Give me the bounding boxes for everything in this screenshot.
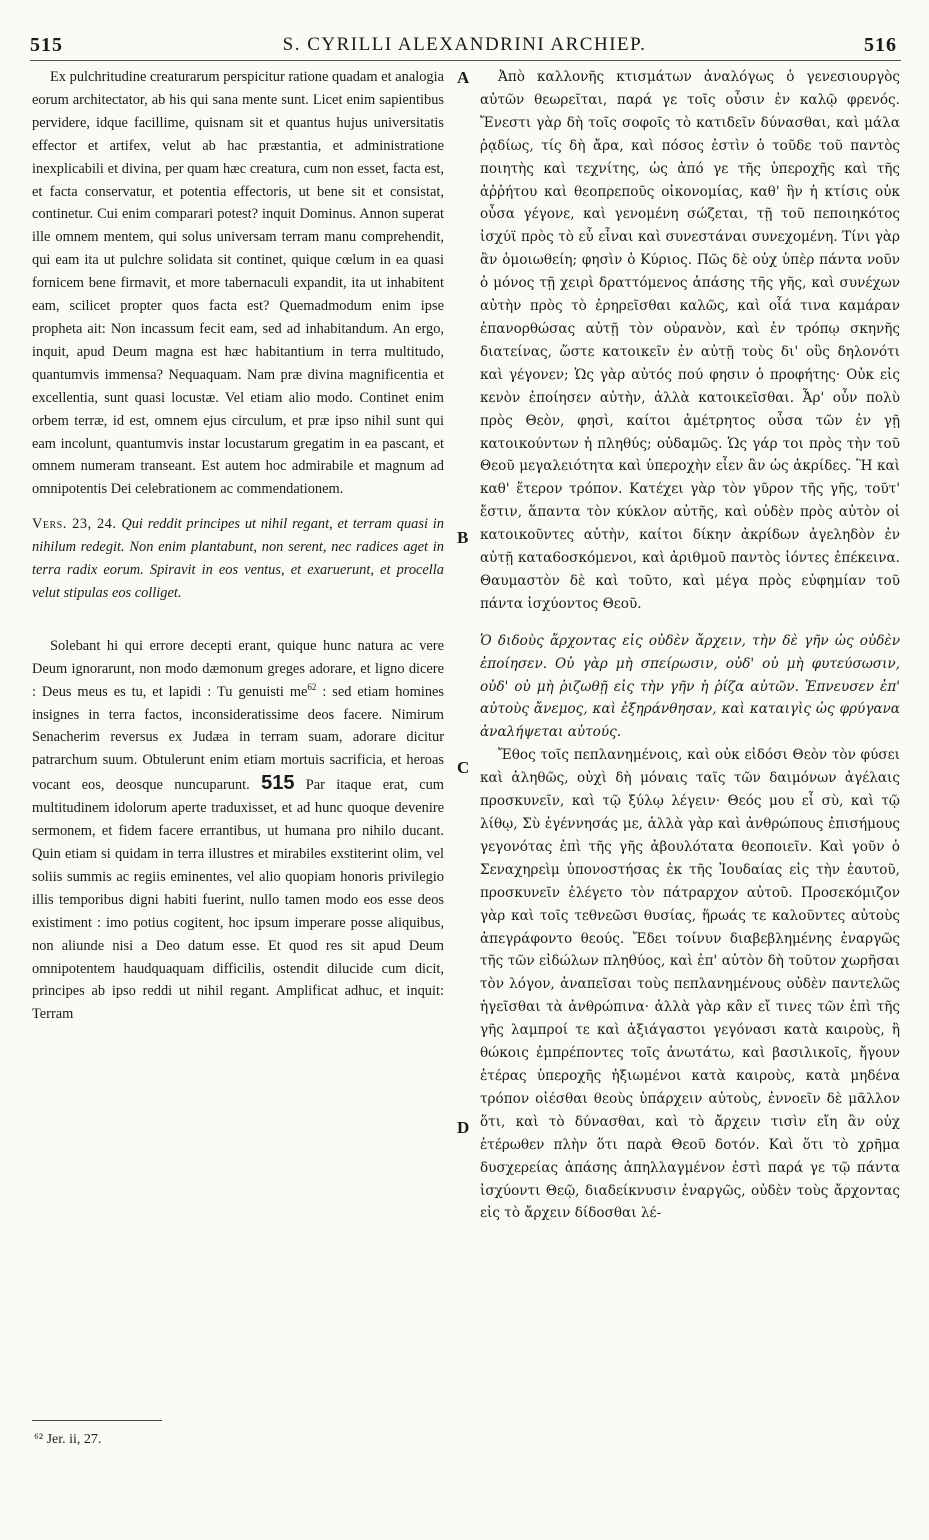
margin-letter-a: A <box>457 68 470 87</box>
latin-text: Par itaque erat, cum multitudinem idolorum aperte traduxisset, et ad hunc quoque devenire sermonem, et fidem facere errantibus, ut humana pro nihilo ducant. Quin etiam si quidam in terra illustres et mirabiles exstiterint olim, vel soliis summis ac regiis eminentes, vel alio quopiam honoris privilegio illis temporibus digni habiti fuerint, nullo tamen modo eos esse deos existiment : imo potius cogitent, hoc ipsum imperare posse aliquibus, non aliunde nisi a Deo datum esse. Et quod res sit apud Deum omnipotentem haudquaquam difficilis, ostendit dilucide cum dicit, principes ab ipso reddi ut nihil regant. Amplificat adhuc, et inquit: Terram <box>32 777 444 1023</box>
running-title: S. CYRILLI ALEXANDRINI ARCHIEP. <box>282 34 647 55</box>
greek-verse: Ὁ διδοὺς ἄρχοντας εἰς οὐδὲν ἄρχειν, τὴν δὲ γῆν ὡς οὐδὲν ἐποίησεν. Οὐ γὰρ μὴ σπείρωσιν, οὐδ' οὐ μὴ φυτεύσωσιν, οὐδ' οὐ μὴ ῥιζωθῇ εἰς τὴν γῆν ἡ ῥίζα αὐτῶν. Ἐπνευσεν ἐπ' αὐτοὺς ἄνεμος, καὶ ἐξηράνθησαν, καὶ καταιγὶς ὡς φρύγανα ἀναλήψεται αὐτούς. <box>480 632 900 741</box>
latin-paragraph-2 <box>32 635 444 1026</box>
footnote-ref: 62 <box>307 681 317 692</box>
footnote: ⁶² Jer. ii, 27. <box>34 1432 102 1447</box>
right-page-number: 516 <box>864 34 897 56</box>
margin-letter-c: C <box>457 758 470 777</box>
margin-letter-b: B <box>457 528 469 547</box>
verse-label: Vers. 23, 24. <box>32 516 117 533</box>
greek-paragraph-2: Ἔθος τοῖς πεπλανημένοις, καὶ οὐκ εἰδόσι Θεὸν τὸν φύσει καὶ ἀληθῶς, οὐχὶ δὴ μόναις ταῖς τῶν δαιμόνων ἀγέλαις προσκυνεῖν, καὶ τῷ ξύλῳ λέγειν· Θεός μου εἶ σὺ, καὶ τῷ λίθῳ, Σὺ ἐγέννησάς με, ἀλλὰ γὰρ καὶ ἀνθρώπους ἐπισήμους γεγονότας ἐπὶ τῆς γῆς ἀβουλότατα θεοποιεῖν. Καὶ γοῦν ὁ Σεναχηρεὶμ ὑπονοστήσας ἐκ τῆς Ἰουδαίας εἰς τὴν ἑαυτοῦ, προσκυνεῖν ἐλέγετο τὸν πάτραρχον αὐτοῦ. Προσεκόμιζον γὰρ καὶ τοῖς τεθνεῶσι θυσίας, ἥρωάς τε καλοῦντες αὐτοὺς ἀπεγράφοντο θεούς. Ἔδει τοίνυν διαβεβλημένης ἐναργῶς τῆς τῶν εἰδώλων πληθύος, καὶ ἐπ' αὐτὸν δὴ τοῦτον χωρῆσαι τὸν λόγον, ἀναπεῖσαι τοὺς πεπλανημένους οὐδὲν παντελῶς ἡγεῖσθαι τὰ ἀνθρώπινα· ἀλλὰ γὰρ κἂν εἴ τινες τῶν ἐπὶ τῆς γῆς λαμπροί τε καὶ ἀξιάγαστοι γεγόνασι κατὰ καιροὺς, ἢ θώκοις ἐμπρέποντες τοῖς ἀνωτάτω, καὶ βασιλικοῖς, ἤγουν ἑτέρας ὑπεροχῆς ἠξιωμένοι κατὰ καιροὺς, κατὰ μηδένα τρόπον οἰέσθαι θεοὺς ὑπάρχειν αὐτοὺς, ἐννοεῖν δὲ μᾶλλον ὅτι, καὶ τὸ δύνασθαι, καὶ τὸ ἄρχειν τισὶν εἴη ἂν οὐχ ἑτέρωθεν πλὴν ὅτι παρὰ Θεοῦ δοτόν. Καὶ ὅτι τὸ χρῆμα δυσχερείας ἁπάσης ἀπηλλαγμένον ἐστὶ παρά γε τῷ πάντα ἰσχύοντι Θεῷ, διαδείκνυσιν ἐναργῶς, οὐδὲν τοὺς ἄρχοντας εἰς τὸ ἄρχειν δίδοσθαι λέ- <box>480 747 900 1222</box>
latin-column <box>32 66 444 1026</box>
header-rule <box>30 60 901 61</box>
latin-paragraph: Ex pulchritudine creaturarum perspicitur ratione quadam et analogia eorum architectator, ab his qui sana mente sunt. Licet enim sapientibus pervidere, idque facillime, quisnam sit et quantus hujus universitatis effector et artifex, velut ab hac præstantia, et administratione inexplicabili et divina, per quam hæc creatura, cum non esset, facta est, et facta conservatur, et potentia effectoris, ut bene sit et consistat, continetur. Cui enim comparari potest? inquit Dominus. Annon superat ille omnem mentem, qui solus universam terram manu comprehendit, qui eam ita ut pulchre solidata sit continet, quique cœlum in ea quasi fornicem bene firmavit, et more tabernaculi expandit, ita ut inhabitent eam, scilicet propter quos facta est? Quemadmodum enim ipse propheta ait: Non incassum fecit eam, sed ad inhabitandum. An ergo, inquit, apud Deum magna est hæc habitantium in terra multitudo, quantumvis immensa? Nequaquam. Nam præ divina magnificentia et excellentia, sunt quasi locustæ. Vel etiam alio modo. Continet enim orbem terræ, id est, omnem ejus circulum, et præ ipso nihil sunt qui eam incolunt, quantumvis instar locustarum gregatim in ea pascant, et omnem numeram transeant. Est autem hoc admirabile et magnum ad omnipotentis Dei celebrationem ac commendationem. <box>32 69 444 498</box>
footnote-rule <box>32 1420 162 1421</box>
latin-verse <box>32 513 444 605</box>
page-header <box>28 34 901 58</box>
latin-text: : sed etiam homines insignes in terra factos, inconsideratissime deos facere. Nimirum Senacherim reversus ex Judæa in terram suam, adorare dicitur patrarchum suum. Obtulerunt enim etiam mortuis sacrificia, et heroas vocant eos, deosque nuncuparunt. <box>32 683 444 794</box>
margin-letter-d: D <box>457 1118 470 1137</box>
latin-text: Solebant hi qui errore decepti erant, quique hunc natura ac vere Deum ignorarunt, non modo dæmonum greges adorare, et ligno dicere : Deus meus es tu, et lapidi : Tu genuisti me <box>32 637 444 700</box>
greek-column <box>480 66 900 1225</box>
left-page-number: 515 <box>30 34 63 56</box>
column-marker: 515 <box>261 772 295 795</box>
greek-paragraph: Ἀπὸ καλλονῆς κτισμάτων ἀναλόγως ὁ γενεσιουργὸς αὐτῶν θεωρεῖται, παρά γε τοῖς οὖσιν ἐν καλῷ φρενός. Ἔνεστι γὰρ δὴ τοῖς σοφοῖς τὸ κατιδεῖν δύνασθαι, καὶ μάλα ῥᾳδίως, τίς δὴ ἄρα, καὶ πόσος ἐστὶν ὁ τοῦδε τοῦ παντὸς ποιητὴς καὶ τεχνίτης, ὡς ἀπό γε τῆς ὑπεροχῆς καὶ τῆς ἀῤῥήτου καὶ θεοπρεποῦς οἰκονομίας, καθ' ἣν ἡ κτίσις οὐκ οὖσα γέγονε, καὶ γενομένη σώζεται, τῇ τοῦ πεποιηκότος ἰσχύϊ πρὸς τὸ εὖ εἶναι καὶ συνεστάναι συνεχομένη. Τίνι γὰρ ἂν ὁμοιωθείη; φησὶν ὁ Κύριος. Πῶς δὲ οὐχ ὑπὲρ πάντα νοῦν ὁ μόνος τῇ χειρὶ δραττόμενος ἁπάσης τῆς γῆς, καὶ συνέχων αὐτὴν πρὸς τὸ ἐρηρεῖσθαι καλῶς, καὶ οἷά τινα καμάραν ἐπανορθώσας αὐτῇ τὸν οὐρανὸν, καὶ ἐν τρόπῳ σκηνῆς διατείνας, ὥστε κατοικεῖν ἐν αὐτῇ τοὺς δι' οὓς δηλονότι καὶ γέγονεν; Ὡς γὰρ αὐτός πού φησιν ὁ προφήτης· Οὐκ εἰς κενὸν ἐποίησεν αὐτὴν, ἀλλὰ κατοικεῖσθαι. Ἆρ' οὖν πολὺ πρὸς Θεὸν, φησὶ, καίτοι ἀμέτρητος οὖσα τῶν ἐν γῇ κατοικούντων ἡ πληθύς; οὐδαμῶς. Ὡς γάρ τοι πρὸς τὴν τοῦ Θεοῦ μεγαλειότητα καὶ ὑπεροχὴν εἶεν ἂν ὡς ἀκρίδες. Ἢ καὶ καθ' ἕτερον τρόπον. Κατέχει γὰρ τὸν γῦρον τῆς γῆς, τοῦτ' ἔστιν, ἅπαντα τὸν κύκλον αὐτῆς, καὶ οὐδὲν πρὸς αὐτὸν οἱ κατοικοῦντες αὐτὴν, καίτοι δίκην ἀκρίδων ἀγεληδὸν ἐν αὐτῇ κατα6οσκόμενοι, καὶ ἀριθμοῦ παντὸς ἰόντες ἐπέκεινα. Θαυμαστὸν δὲ καὶ τοῦτο, καὶ μέγα πρὸς εὐφημίαν τοῦ πάντα ἰσχύοντος Θεοῦ. <box>480 69 900 612</box>
latin-verse-text: Qui reddit principes ut nihil regant, et terram quasi in nihilum redegit. Non enim plantabunt, non serent, nec radices aget in terra radix eorum. Spiravit in eos ventus, et exaruerunt, et procella velut stipulas eos colliget. <box>32 516 444 601</box>
